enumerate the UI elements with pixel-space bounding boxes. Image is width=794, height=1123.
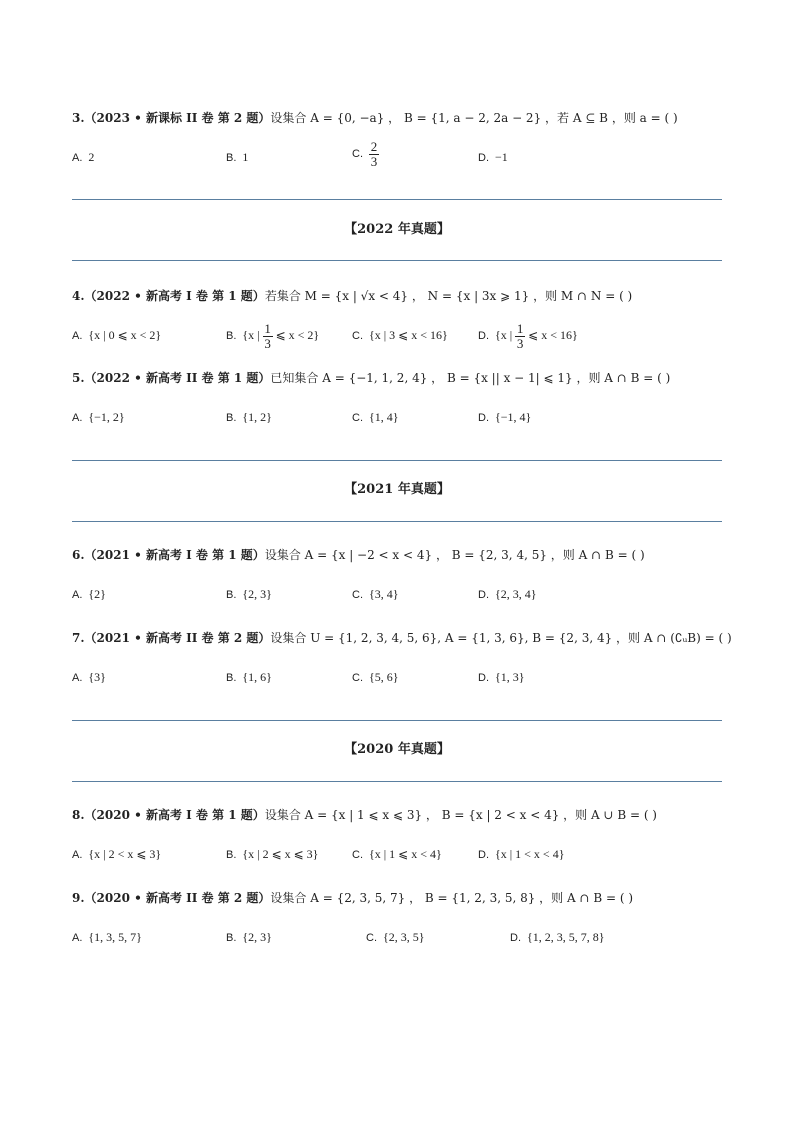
section-heading-2022: 【2022 年真题】 bbox=[344, 222, 450, 237]
option-label: C. bbox=[352, 412, 363, 424]
q6-option-a bbox=[72, 587, 106, 602]
option-label: C. bbox=[352, 147, 363, 160]
option-value: 1 bbox=[242, 150, 249, 164]
option-value: {2, 3} bbox=[242, 587, 272, 601]
q8-option-c bbox=[352, 847, 442, 862]
q8-option-a bbox=[72, 847, 161, 862]
option-value: {1, 3} bbox=[495, 670, 525, 684]
option-label: B. bbox=[226, 932, 237, 944]
q4-option-a bbox=[72, 328, 161, 343]
option-value: {x | 2 < x ⩽ 3} bbox=[88, 847, 162, 861]
question-source: （2021 • 新高考 II 卷 第 2 题） bbox=[84, 631, 271, 645]
option-label: B. bbox=[226, 152, 237, 164]
question-text: 设集合 A = {2, 3, 5, 7} ， B = {1, 2, 3, 5, 8} ，则 A ∩ B = ( ) bbox=[270, 891, 634, 905]
option-value: {3} bbox=[88, 670, 106, 684]
option-label: C. bbox=[352, 589, 363, 601]
question-text: 已知集合 A = {−1, 1, 2, 4} ， B = {x || x − 1| ⩽ 1} ，则 A ∩ B = ( ) bbox=[270, 371, 671, 385]
option-label: D. bbox=[478, 589, 489, 601]
q6-option-d bbox=[478, 587, 537, 602]
question-text: 设集合 A = {0, −a} ， B = {1, a − 2, 2a − 2} ，若 A ⊆ B ，则 a = ( ) bbox=[270, 111, 678, 125]
option-value: {1, 2, 3, 5, 7, 8} bbox=[527, 930, 605, 944]
option-label: C. bbox=[352, 672, 363, 684]
q3-option-d bbox=[478, 150, 508, 165]
option-label: B. bbox=[226, 672, 237, 684]
option-value: {x | 2 ⩽ x ⩽ 3} bbox=[242, 847, 319, 861]
q9-option-c bbox=[366, 930, 425, 945]
q7-option-d bbox=[478, 670, 525, 685]
q9-option-a bbox=[72, 930, 142, 945]
fraction bbox=[515, 322, 525, 350]
question-6-stem bbox=[72, 546, 645, 563]
question-text: 若集合 M = {x | √x < 4} ， N = {x | 3x ⩾ 1} ，则 M ∩ N = ( ) bbox=[264, 289, 633, 303]
option-value: {x | 3 ⩽ x < 16} bbox=[369, 328, 448, 342]
option-label: B. bbox=[226, 329, 237, 342]
question-number: 9. bbox=[72, 891, 85, 905]
option-value: {2, 3, 4} bbox=[495, 587, 537, 601]
question-text: 设集合 A = {x | 1 ⩽ x ⩽ 3} ， B = {x | 2 < x < 4} ，则 A ∪ B = ( ) bbox=[264, 808, 657, 822]
question-number: 3. bbox=[72, 111, 85, 125]
q4-option-d bbox=[478, 322, 578, 350]
fraction bbox=[263, 322, 273, 350]
question-source: （2021 • 新高考 I 卷 第 1 题） bbox=[84, 548, 265, 562]
q8-option-b bbox=[226, 847, 318, 862]
fraction-numerator: 2 bbox=[370, 139, 378, 154]
option-label: D. bbox=[478, 152, 489, 164]
fraction-denominator: 3 bbox=[264, 335, 271, 351]
fraction-denominator: 3 bbox=[516, 335, 524, 351]
option-value: {x | 1 < x < 4} bbox=[495, 847, 565, 861]
q5-option-b bbox=[226, 410, 272, 425]
option-label: A. bbox=[72, 932, 83, 944]
section-divider bbox=[72, 199, 722, 200]
option-value: {2} bbox=[88, 587, 106, 601]
section-heading-2021: 【2021 年真题】 bbox=[344, 482, 450, 497]
option-value: {−1, 2} bbox=[88, 410, 125, 424]
option-value-prefix: {x | bbox=[495, 327, 516, 342]
option-label: A. bbox=[72, 672, 83, 684]
q5-option-d bbox=[478, 410, 531, 425]
q3-option-c bbox=[352, 140, 379, 168]
question-source: （2023 • 新课标 II 卷 第 2 题） bbox=[84, 111, 271, 125]
option-value: −1 bbox=[495, 150, 508, 164]
option-label: D. bbox=[478, 672, 489, 684]
section-divider bbox=[72, 460, 722, 461]
option-value: {5, 6} bbox=[369, 670, 399, 684]
question-source: （2022 • 新高考 I 卷 第 1 题） bbox=[84, 289, 265, 303]
option-label: A. bbox=[72, 589, 83, 601]
question-3-stem bbox=[72, 109, 678, 126]
option-label: D. bbox=[478, 849, 489, 861]
question-8-stem bbox=[72, 806, 657, 823]
q6-option-b bbox=[226, 587, 272, 602]
q7-option-a bbox=[72, 670, 106, 685]
option-value-suffix: ⩽ x < 16} bbox=[525, 327, 578, 342]
option-value: 2 bbox=[88, 150, 95, 164]
option-value: {1, 4} bbox=[369, 410, 399, 424]
q9-option-d bbox=[510, 930, 605, 945]
question-4-stem bbox=[72, 287, 632, 304]
q4-option-c bbox=[352, 328, 448, 343]
fraction bbox=[369, 140, 379, 168]
option-value: {3, 4} bbox=[369, 587, 399, 601]
section-divider bbox=[72, 720, 722, 721]
option-value: {1, 6} bbox=[242, 670, 272, 684]
question-number: 6. bbox=[72, 548, 85, 562]
question-number: 5. bbox=[72, 371, 85, 385]
question-7-stem bbox=[72, 629, 732, 646]
fraction-denominator: 3 bbox=[370, 153, 378, 169]
section-divider bbox=[72, 260, 722, 261]
q4-option-b bbox=[226, 322, 319, 350]
option-label: A. bbox=[72, 152, 83, 164]
option-value-suffix: ⩽ x < 2} bbox=[272, 327, 320, 342]
question-number: 4. bbox=[72, 289, 85, 303]
option-value: {1, 2} bbox=[242, 410, 272, 424]
question-source: （2020 • 新高考 I 卷 第 1 题） bbox=[84, 808, 265, 822]
option-label: D. bbox=[478, 329, 489, 342]
option-value: {2, 3, 5} bbox=[383, 930, 425, 944]
option-value: {2, 3} bbox=[242, 930, 272, 944]
fraction-numerator: 1 bbox=[516, 321, 524, 336]
option-label: B. bbox=[226, 412, 237, 424]
option-value: {−1, 4} bbox=[495, 410, 532, 424]
option-value: {x | 0 ⩽ x < 2} bbox=[88, 328, 162, 342]
q9-option-b bbox=[226, 930, 272, 945]
option-label: C. bbox=[352, 849, 363, 861]
q5-option-a bbox=[72, 410, 125, 425]
option-label: B. bbox=[226, 589, 237, 601]
question-5-stem bbox=[72, 369, 670, 386]
section-divider bbox=[72, 781, 722, 782]
option-label: C. bbox=[366, 932, 377, 944]
option-value: {1, 3, 5, 7} bbox=[88, 930, 142, 944]
q5-option-c bbox=[352, 410, 399, 425]
section-heading-2020: 【2020 年真题】 bbox=[344, 742, 450, 757]
question-number: 7. bbox=[72, 631, 85, 645]
q8-option-d bbox=[478, 847, 564, 862]
option-value-prefix: {x | bbox=[242, 327, 263, 342]
option-label: D. bbox=[478, 412, 489, 424]
option-label: A. bbox=[72, 330, 83, 342]
q7-option-b bbox=[226, 670, 272, 685]
section-divider bbox=[72, 521, 722, 522]
question-source: （2022 • 新高考 II 卷 第 1 题） bbox=[84, 371, 271, 385]
q3-option-b bbox=[226, 150, 248, 165]
question-number: 8. bbox=[72, 808, 85, 822]
fraction-numerator: 1 bbox=[264, 321, 271, 336]
question-text: 设集合 U = {1, 2, 3, 4, 5, 6}, A = {1, 3, 6}, B = {2, 3, 4} ，则 A ∩ (∁ᵤB) = ( ) bbox=[270, 631, 732, 645]
question-source: （2020 • 新高考 II 卷 第 2 题） bbox=[84, 891, 271, 905]
option-label: C. bbox=[352, 330, 363, 342]
option-label: A. bbox=[72, 849, 83, 861]
option-label: B. bbox=[226, 849, 237, 861]
option-value: {x | 1 ⩽ x < 4} bbox=[369, 847, 442, 861]
q7-option-c bbox=[352, 670, 399, 685]
option-label: A. bbox=[72, 412, 83, 424]
question-9-stem bbox=[72, 889, 633, 906]
q6-option-c bbox=[352, 587, 399, 602]
question-text: 设集合 A = {x | −2 < x < 4} ， B = {2, 3, 4, 5} ，则 A ∩ B = ( ) bbox=[264, 548, 645, 562]
option-label: D. bbox=[510, 932, 521, 944]
q3-option-a bbox=[72, 150, 94, 165]
